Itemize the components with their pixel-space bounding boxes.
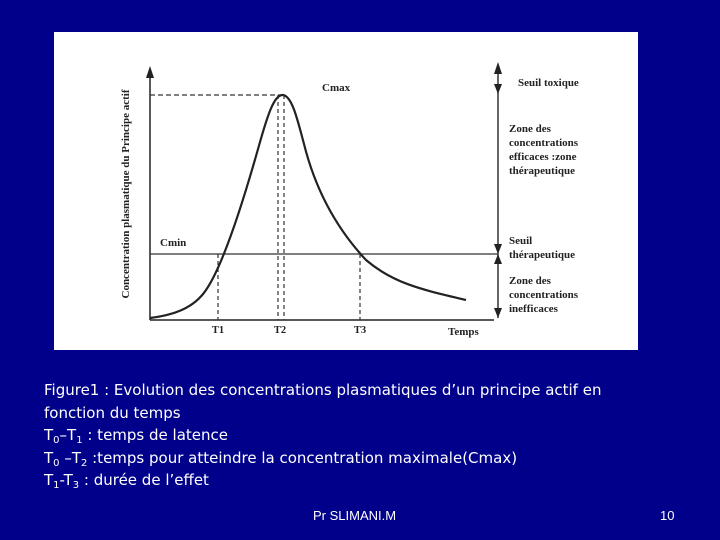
y-axis-arrow bbox=[146, 66, 154, 78]
cmax-label: Cmax bbox=[322, 82, 351, 94]
cmin-label: Cmin bbox=[160, 237, 187, 249]
tick-label-t1: T1 bbox=[211, 325, 225, 336]
caption-text: : durée de l’effet bbox=[79, 471, 209, 489]
therapeutic-threshold-line-2: thérapeutique bbox=[509, 249, 575, 261]
tick-label-t3: T3 bbox=[353, 325, 367, 336]
caption-symbol: –T bbox=[59, 426, 77, 444]
caption-symbol: -T bbox=[59, 471, 73, 489]
caption-line-latency bbox=[44, 424, 664, 447]
caption-subscript: 1 bbox=[53, 480, 60, 491]
ineffective-zone-line-2: concentrations bbox=[509, 289, 579, 301]
caption-line-2: fonction du temps bbox=[44, 403, 181, 422]
caption-symbol: T bbox=[44, 471, 54, 489]
pharmacokinetic-figure bbox=[54, 32, 638, 350]
caption-symbol: –T bbox=[59, 448, 81, 467]
zone-arrow-bottom bbox=[494, 308, 502, 318]
caption-subscript: 0 bbox=[53, 457, 60, 469]
therapeutic-threshold-line-1: Seuil bbox=[509, 235, 533, 247]
zone-arrow-cmax-down bbox=[494, 84, 502, 94]
caption-subscript: 1 bbox=[76, 435, 83, 446]
effective-zone-line-4: thérapeutique bbox=[509, 165, 575, 177]
caption-subscript: 2 bbox=[80, 457, 88, 469]
caption-text: : temps de latence bbox=[82, 426, 228, 444]
footer-author: Pr SLIMANI.M bbox=[313, 508, 397, 523]
effective-zone-line-3: efficaces :zone bbox=[509, 151, 577, 163]
zone-arrow-cmin-up bbox=[494, 254, 502, 264]
caption-subscript: 3 bbox=[72, 480, 80, 491]
caption-line-1: Figure1 : Evolution des concentrations plasmatiques d’un principe actif en bbox=[44, 381, 602, 399]
zone-arrow-cmin-down bbox=[494, 244, 502, 254]
zone-arrow-top bbox=[494, 62, 502, 74]
concentration-time-diagram bbox=[54, 32, 638, 350]
ineffective-zone-line-3: inefficaces bbox=[509, 303, 558, 315]
caption-line-cmax-time bbox=[44, 447, 664, 470]
x-axis-label: Temps bbox=[448, 326, 479, 338]
caption-symbol: T bbox=[44, 448, 54, 467]
toxic-threshold-label: Seuil toxique bbox=[518, 77, 579, 89]
caption-symbol: T bbox=[44, 426, 54, 444]
tick-label-t2: T2 bbox=[273, 325, 287, 336]
figure-caption bbox=[44, 379, 664, 492]
ineffective-zone-line-1: Zone des bbox=[509, 275, 551, 287]
y-axis-label: Concentration plasmatique du Principe actif bbox=[120, 89, 132, 299]
effective-zone-line-1: Zone des bbox=[509, 123, 551, 135]
caption-subscript: 0 bbox=[53, 435, 60, 446]
page-number: 10 bbox=[660, 508, 675, 523]
effective-zone-line-2: concentrations bbox=[509, 137, 579, 149]
concentration-curve bbox=[150, 95, 466, 318]
caption-text: :temps pour atteindre la concentration maximale(Cmax) bbox=[87, 448, 518, 467]
caption-line-effect-duration bbox=[44, 469, 664, 492]
